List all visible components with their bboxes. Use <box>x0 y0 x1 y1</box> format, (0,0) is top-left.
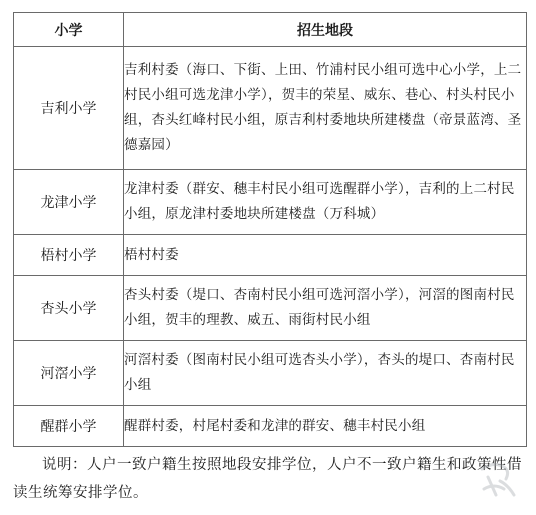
school-name: 河滘小学 <box>14 341 124 406</box>
enrollment-area: 龙津村委（群安、穗丰村民小组可选醒群小学），吉利的上二村民小组，原龙津村委地块所建楼盘（万科城） <box>124 170 527 235</box>
header-school: 小学 <box>14 13 124 47</box>
enrollment-area: 醒群村委，村尾村委和龙津的群安、穗丰村民小组 <box>124 406 527 447</box>
table-row <box>14 276 527 341</box>
table-row <box>14 235 527 276</box>
enrollment-area: 杏头村委（堤口、杏南村民小组可选河滘小学），河滘的图南村民小组，贺丰的理教、威五、雨街村民小组 <box>124 276 527 341</box>
explanation-note: 说明：人户一致户籍生按照地段安排学位，人户不一致户籍生和政策性借读生统筹安排学位。 <box>13 457 522 501</box>
enrollment-area: 梧村村委 <box>124 235 527 276</box>
table-row <box>14 406 527 447</box>
school-name: 梧村小学 <box>14 235 124 276</box>
school-name: 杏头小学 <box>14 276 124 341</box>
table-row <box>14 47 527 170</box>
school-name: 吉利小学 <box>14 47 124 170</box>
enrollment-zone-table <box>13 12 527 447</box>
header-enrollment-area: 招生地段 <box>124 13 527 47</box>
table-header-row <box>14 13 527 47</box>
newspaper-logo-watermark-icon <box>474 455 522 503</box>
table-row <box>14 341 527 406</box>
school-name: 龙津小学 <box>14 170 124 235</box>
enrollment-area: 吉利村委（海口、下街、上田、竹浦村民小组可选中心小学，上二村民小组可选龙津小学），贺丰的荣星、威东、巷心、村头村民小组，杏头红峰村民小组，原吉利村委地块所建楼盘（帝景蓝湾、圣德嘉园） <box>124 47 527 170</box>
school-name: 醒群小学 <box>14 406 124 447</box>
table-row <box>14 170 527 235</box>
enrollment-area: 河滘村委（图南村民小组可选杏头小学），杏头的堤口、杏南村民小组 <box>124 341 527 406</box>
